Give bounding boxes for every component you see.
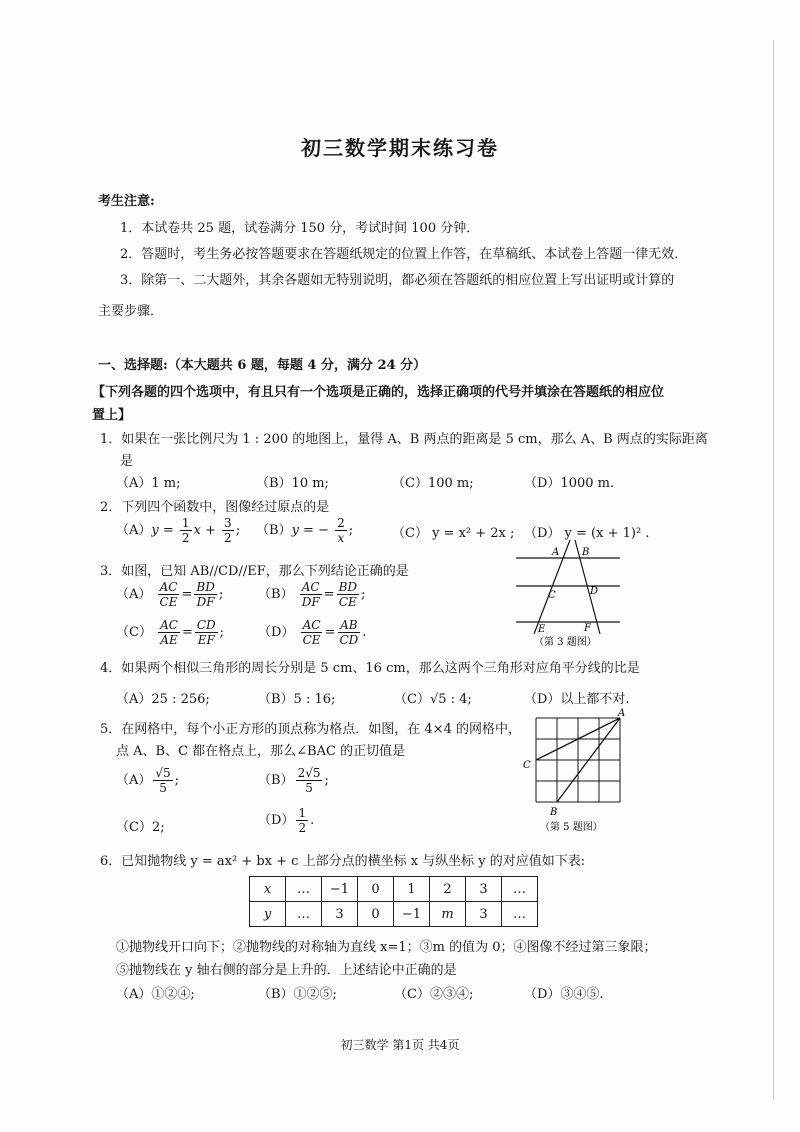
table-cell: … [502,902,538,927]
notice-item-1: 1．本试卷共 25 题，试卷满分 150 分，考试时间 100 分钟． [120,221,480,236]
table-cell: 3 [466,902,502,927]
q3-option-d: （D） $\frac{AC}{CE}$ = $\frac{AB}{CD}$ . [258,618,367,647]
table-cell: 3 [466,877,502,902]
q2-option-b: （B）y = − $\frac{2}{x}$ ; [256,516,354,545]
label-d: D [590,586,599,597]
q2-frac-2: $\frac{3}{2}$ [224,516,232,545]
section-instruction: 【下列各题的四个选项中，有且只有一个选项是正确的，选择正确项的代号并填涂在答题纸的相应位 [92,385,665,400]
notice-item-3: 3．除第一、二大题外，其余各题如无特别说明，都必须在答题纸的相应位置上写出证明或计算的 [120,273,675,288]
q5-option-d: （D） $\frac{1}{2}$ . [258,806,315,835]
q6-option-b: （B）①②⑤; [258,987,337,1002]
q5-option-b: （B） $\frac{2√5}{5}$ ; [258,766,329,795]
table-cell: 3 [322,902,358,927]
page-footer: 初三数学 第1页 共4页 [340,1038,460,1052]
page-title: 初三数学期末练习卷 [301,136,499,160]
q4-option-c: （C）√5 : 4; [394,692,472,707]
q3-figure [508,536,628,648]
table-cell: m [430,902,466,927]
table-cell: y [250,902,286,927]
q2-option-a: （A）y = $\frac{1}{2}$ x + $\frac{3}{2}$ ; [116,516,241,545]
label-c: C [523,760,531,771]
table-cell: 0 [358,902,394,927]
q5-stem-cont: 点 A、B、C 都在格点上，那么∠BAC 的正切值是 [116,744,406,759]
label-e: E [538,624,546,635]
q6-option-d: （D）③④⑤. [524,987,604,1002]
q3-stem: 3．如图，已知 AB//CD//EF，那么下列结论正确的是 [100,564,409,579]
label-a: A [618,708,626,719]
q1-option-b: （B）10 m; [256,476,329,491]
scan-edge-line [773,40,774,1100]
q5-figure [514,704,634,836]
q5-option-c: （C）2; [116,820,165,835]
q6-option-c: （C）②③④; [394,987,474,1002]
q2-option-d: （D） y = (x + 1)² . [524,526,650,541]
label-c: C [548,590,556,601]
q4-option-b: （B）5 : 16; [258,692,336,707]
q5-stem: 5．在网格中，每个小正方形的顶点称为格点．如图，在 4×4 的网格中， [100,722,521,737]
notice-heading: 考生注意: [98,194,155,209]
q3-option-b: （B） $\frac{AC}{DF}$ = $\frac{BD}{CE}$ ; [258,580,366,609]
table-cell: … [286,902,322,927]
grid-lines [536,718,620,802]
q3-option-c: （C） $\frac{AC}{AE}$ = $\frac{CD}{EF}$ ; [116,618,225,647]
table-row [250,877,538,902]
q6-conclusions-cont: ⑤抛物线在 y 轴右侧的部分是上升的．上述结论中正确的是 [116,963,457,978]
table-cell: −1 [322,877,358,902]
label-f: F [584,623,591,634]
q6-conclusions: ①抛物线开口向下；②抛物线的对称轴为直线 x=1；③m 的值为 0；④图像不经过第三象限； [116,940,657,955]
q6-option-a: （A）①②④; [116,987,195,1002]
table-cell: 2 [430,877,466,902]
q1-stem: 1．如果在一张比例尺为 1 : 200 的地图上，量得 A、B 两点的距离是 5 cm，那么 A、B 两点的实际距离 [100,432,708,447]
label-b: B [550,807,558,818]
table-cell: x [250,877,286,902]
q2-stem: 2．下列四个函数中，图像经过原点的是 [100,500,330,515]
table-row [250,902,538,927]
q3-option-a: （A） $\frac{AC}{CE}$ = $\frac{BD}{DF}$ ; [116,580,224,609]
table-cell: … [286,877,322,902]
q4-option-a: （A）25 : 256; [116,692,210,707]
q1-option-c: （C）100 m; [392,476,474,491]
table-cell: … [502,877,538,902]
notice-item-3-cont: 主要步骤． [98,304,164,319]
q1-option-a: （A）1 m; [116,476,181,491]
section-heading: 一、选择题:（本大题共 6 题，每题 4 分，满分 24 分） [98,358,427,373]
q2-frac-1: $\frac{1}{2}$ [181,516,190,545]
q2-frac-3: $\frac{2}{x}$ [337,516,345,545]
label-a: A [552,547,560,558]
q4-stem: 4．如果两个相似三角形的周长分别是 5 cm、16 cm，那么这两个三角形对应角平分线的比是 [100,661,640,676]
q5-option-a: （A） $\frac{√5}{5}$ ; [116,766,180,795]
q6-stem: 6．已知抛物线 y = ax² + bx + c 上部分点的横坐标 x 与纵坐标 y 的对应值如下表: [100,854,586,869]
table-cell: 0 [358,877,394,902]
q1-option-d: （D）1000 m. [524,476,615,491]
table-cell: −1 [394,902,430,927]
notice-item-2: 2．答题时，考生务必按答题要求在答题纸规定的位置上作答，在草稿纸、本试卷上答题一律无效． [120,247,688,262]
value-table [249,876,538,927]
q3-figure-caption: （第 3 题图） [534,637,597,648]
q2-option-c: （C） y = x² + 2x ; [392,526,515,541]
q5-figure-caption: （第 5 题图） [540,822,603,833]
table-cell: 1 [394,877,430,902]
q1-stem-cont: 是 [120,454,134,469]
q4-option-d: （D）以上都不对. [524,692,630,707]
q6-table-wrap [249,876,538,927]
label-b: B [582,547,590,558]
section-instruction-cont: 置上】 [92,408,132,423]
